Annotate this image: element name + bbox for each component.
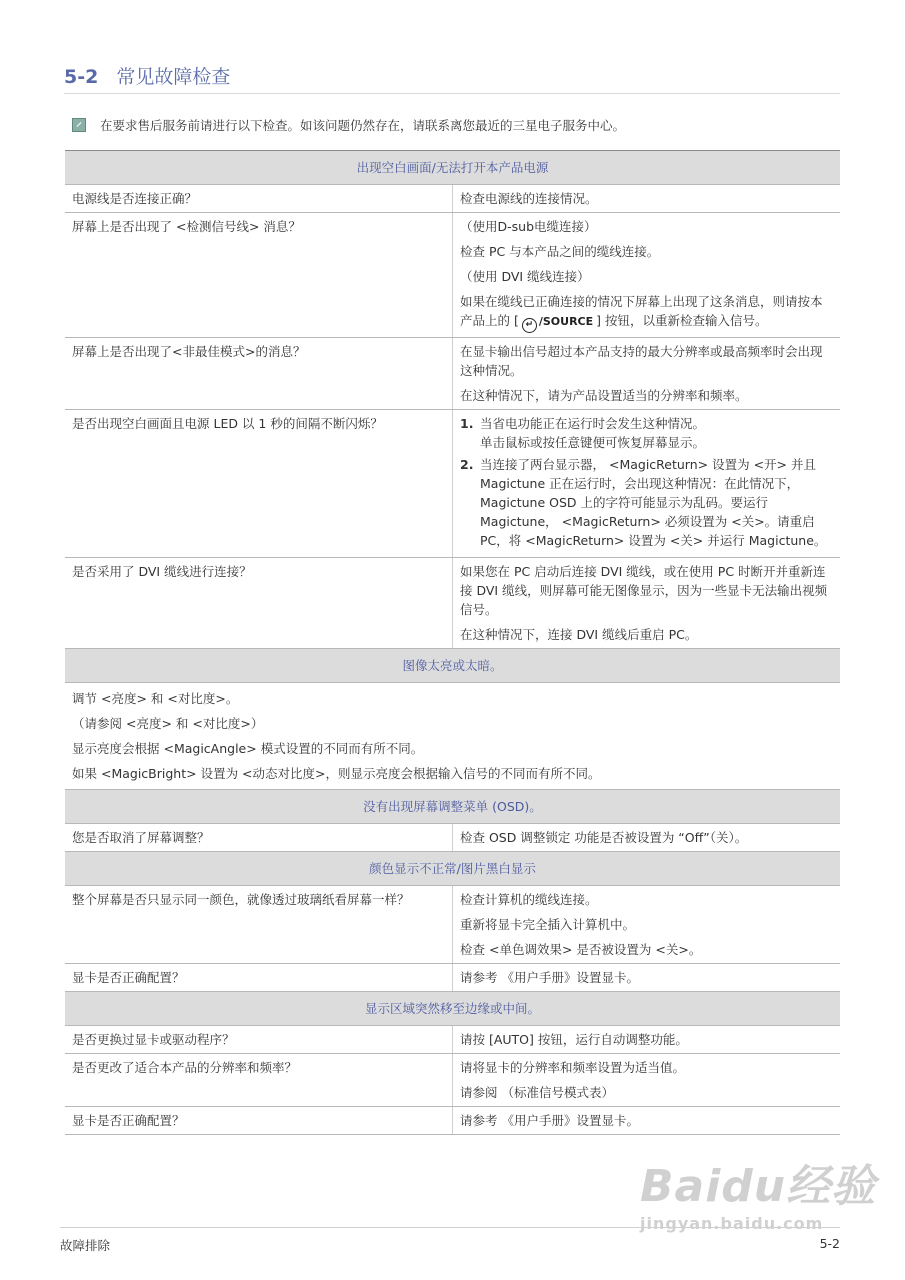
table-row (65, 558, 840, 649)
answer-line: 在这种情况下，请为产品设置适当的分辨率和频率。 (460, 388, 748, 403)
answer-cell (453, 886, 841, 964)
section-number: 5-2 (64, 66, 99, 88)
section-header: 没有出现屏幕调整菜单 (OSD)。 (65, 790, 840, 824)
answer-line: （使用 DVI 缆线连接） (460, 269, 590, 284)
table-row (65, 964, 840, 992)
answer-line: 在这种情况下，连接 DVI 缆线后重启 PC。 (460, 627, 698, 642)
section-header: 显示区域突然移至边缘或中间。 (65, 992, 840, 1026)
table-row (65, 1107, 840, 1135)
answer-line: 检查 PC 与本产品之间的缆线连接。 (460, 244, 660, 259)
source-button-glyph (519, 312, 596, 333)
watermark-logo: Baidu经验 (640, 1161, 877, 1212)
question-cell: 是否出现空白画面且电源 LED 以 1 秒的间隔不断闪烁？ (65, 410, 453, 558)
answer-cell (453, 410, 841, 558)
answer-cell (453, 558, 841, 649)
answer-line: 检查 <单色调效果> 是否被设置为 <关>。 (460, 942, 702, 957)
full-width-cell (65, 683, 840, 790)
answer-line: （使用D-sub电缆连接） (460, 219, 597, 234)
answer-line: 如果 <MagicBright> 设置为 <动态对比度>，则显示亮度会根据输入信号的不同而有所不同。 (72, 766, 601, 781)
answer-cell: 检查电源线的连接情况。 (453, 185, 841, 213)
answer-line: 检查计算机的缆线连接。 (460, 892, 598, 907)
table-row (65, 1054, 840, 1107)
note-text: 在要求售后服务前请进行以下检查。如该问题仍然存在，请联系离您最近的三星电子服务中心。 (100, 118, 626, 133)
page-title (64, 62, 840, 94)
note (72, 116, 842, 134)
answer-line: 请将显卡的分辨率和频率设置为适当值。 (460, 1060, 686, 1075)
question-cell: 您是否取消了屏幕调整？ (65, 824, 453, 852)
question-cell: 整个屏幕是否只显示同一颜色，就像透过玻璃纸看屏幕一样？ (65, 886, 453, 964)
item-number: 1. (460, 416, 474, 431)
page-number: 5-2 (819, 1236, 840, 1251)
question-cell: 显卡是否正确配置？ (65, 964, 453, 992)
answer-line (460, 292, 833, 333)
answer-cell: 检查 OSD 调整锁定 功能是否被设置为 “Off”（关）。 (453, 824, 841, 852)
section-header: 颜色显示不正常/图片黑白显示 (65, 852, 840, 886)
answer-cell (453, 1054, 841, 1107)
answer-line: 如果您在 PC 启动后连接 DVI 缆线，或在使用 PC 时断开并重新连接 DVI 缆线，则屏幕可能无图像显示，因为一些显卡无法输出视频信号。 (460, 564, 828, 617)
answer-line: 调节 <亮度> 和 <对比度>。 (72, 691, 239, 706)
answer-text: 如果在缆线已正确连接的情况下屏幕上出现了这条消息，则请按本产品上的 [ (460, 294, 823, 328)
question-cell: 显卡是否正确配置？ (65, 1107, 453, 1135)
question-cell: 屏幕上是否出现了 <检测信号线> 消息？ (65, 213, 453, 338)
enter-icon: ↵ (522, 318, 537, 333)
numbered-item (460, 455, 833, 550)
table-row (65, 213, 840, 338)
question-cell: 是否更换过显卡或驱动程序？ (65, 1026, 453, 1054)
item-text: 当连接了两台显示器， <MagicReturn> 设置为 <开> 并且 Magictune 正在运行时，会出现这种情况：在此情况下，Magictune OSD 上的字符可能显示为乱码。要运行 Magictune， <MagicReturn> 必须设置为 <关>。请重启 PC，将 <MagicReturn> 设置为 <关> 并运行 Magictune。 (480, 457, 827, 548)
answer-line: 重新将显卡完全插入计算机中。 (460, 917, 636, 932)
footer-chapter: 故障排除 (60, 1238, 111, 1253)
question-cell: 屏幕上是否出现了<非最佳模式>的消息？ (65, 338, 453, 410)
table-row (65, 185, 840, 213)
page-footer (60, 1227, 840, 1254)
watermark-site: jingyan.baidu.com (640, 1214, 824, 1233)
numbered-item (460, 414, 833, 452)
item-text: 单击鼠标或按任意键便可恢复屏幕显示。 (480, 435, 706, 450)
answer-cell: 请按 [AUTO] 按钮，运行自动调整功能。 (453, 1026, 841, 1054)
table-row (65, 338, 840, 410)
section-header: 出现空白画面/无法打开本产品电源 (65, 151, 840, 185)
table-row (65, 683, 840, 790)
table-row (65, 824, 840, 852)
table-row (65, 1026, 840, 1054)
answer-cell (453, 213, 841, 338)
item-number: 2. (460, 457, 474, 472)
troubleshooting-table (65, 150, 840, 1135)
answer-line: 显示亮度会根据 <MagicAngle> 模式设置的不同而有所不同。 (72, 741, 424, 756)
question-cell: 是否采用了 DVI 缆线进行连接？ (65, 558, 453, 649)
table-row (65, 886, 840, 964)
section-header: 图像太亮或太暗。 (65, 649, 840, 683)
answer-text: ] 按钮，以重新检查输入信号。 (596, 313, 768, 328)
question-cell: 电源线是否连接正确？ (65, 185, 453, 213)
answer-cell: 请参考 《用户手册》设置显卡。 (453, 964, 841, 992)
item-text: 当省电功能正在运行时会发生这种情况。 (480, 416, 706, 431)
answer-line: 在显卡输出信号超过本产品支持的最大分辨率或最高频率时会出现这种情况。 (460, 344, 823, 378)
table-row (65, 410, 840, 558)
note-icon (72, 118, 86, 132)
question-cell: 是否更改了适合本产品的分辨率和频率？ (65, 1054, 453, 1107)
source-label: /SOURCE (538, 315, 594, 328)
answer-line: （请参阅 <亮度> 和 <对比度>） (72, 716, 264, 731)
section-title: 常见故障检查 (116, 66, 231, 88)
answer-cell (453, 338, 841, 410)
answer-cell: 请参考 《用户手册》设置显卡。 (453, 1107, 841, 1135)
answer-line: 请参阅 （标准信号模式表） (460, 1085, 614, 1100)
